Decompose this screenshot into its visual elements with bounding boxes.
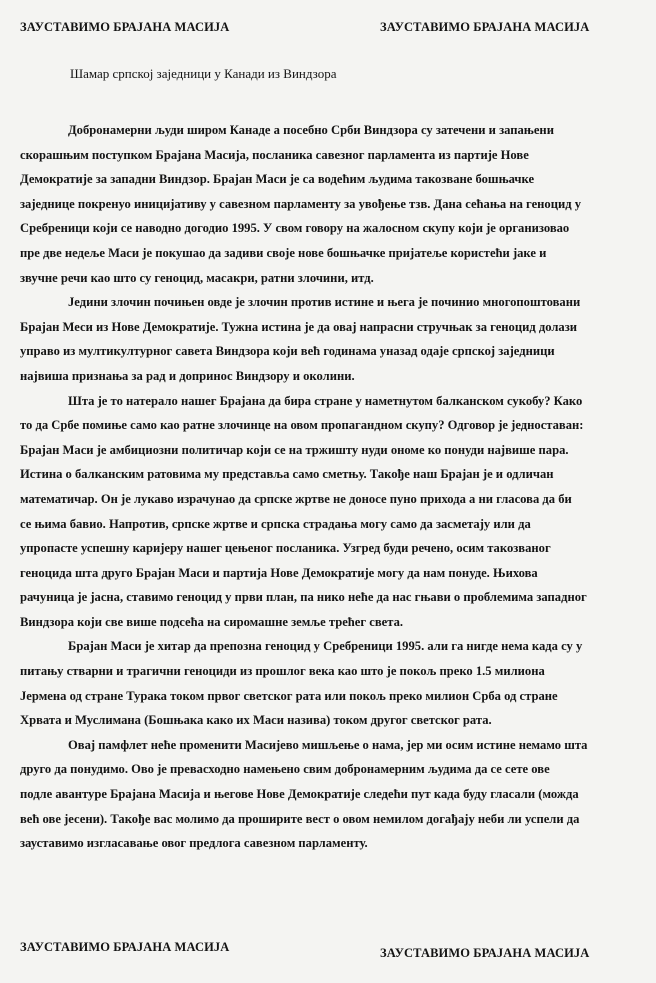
document-title: Шамар српској заједници у Канади из Виндзора — [70, 66, 337, 81]
paragraph-5-line: друго да понудимо. Ово је превасходно намењено свим добронамерним људима да се сете ове — [20, 762, 550, 777]
paragraph-1-line: скорашњим поступком Брајана Масија, посланика савезног парламента из партије Нове — [20, 147, 529, 162]
paragraph-1-line: звучне речи као што су геноцид, масакри, ратни злочини, итд. — [20, 270, 374, 285]
paragraph-5-line: већ ове јесени). Такође вас молимо да проширите вест о овом немилом догађају неби ли успели да — [20, 811, 580, 826]
document-body — [20, 118, 642, 856]
paragraph-3-line: се њима бавио. Напротив, српске жртве и српска страдања могу само да засметају или да — [20, 516, 531, 531]
paragraph-4-line: Хрвата и Муслимана (Бошњака како их Маси назива) током другог светског рата. — [20, 713, 492, 728]
paragraph-3-line: Брајан Маси је амбициозни политичар који се на тржишту нуди ономе ко понуди највише пара. — [20, 442, 569, 457]
paragraph-2-line: највиша признања за рад и допринос Виндзору и околини. — [20, 368, 355, 383]
paragraph-1-line: заједнице покренуо иницијативу у савезном парламенту за увођење тзв. Дана сећања на геноцид у — [20, 196, 582, 211]
paragraph-4-line: Јермена од стране Турака током првог светског рата или покољ преко милион Срба од стране — [20, 688, 558, 703]
paragraph-1-line: Сребреници који се наводно догодио 1995. У свом говору на жалосном скупу који је организовао — [20, 221, 570, 236]
paragraph-3-line: Виндзора који све више подсећа на сиромашне земље трећег света. — [20, 614, 404, 629]
paragraph-5-line: зауставимо изгласавање овог предлога савезном парламенту. — [20, 836, 368, 851]
paragraph-2-line: Брајан Меси из Нове Демократије. Тужна истина је да овај напрасни стручњак за геноцид долази — [20, 319, 578, 334]
paragraph-3-line: рачуница је јасна, ставимо геноцид у први план, па нико неће да нас гњави о проблемима западног — [20, 590, 587, 605]
paragraph-1-line: пре две недеље Маси је покушао да задиви своје нове бошњачке пријатеље користећи јаке и — [20, 245, 547, 260]
paragraph-3-line: упропасте успешну каријеру нашег цењеног посланика. Узгред буди речено, осим такозваног — [20, 541, 551, 556]
footer-left-slogan: ЗАУСТАВИМО БРАЈАНА МАСИЈА — [20, 940, 230, 954]
paragraph-3-line: математичар. Он је лукаво израчунао да српске жртве не доносе пуно прихода а ни гласова да би — [20, 491, 572, 506]
header-right-slogan: ЗАУСТАВИМО БРАЈАНА МАСИЈА — [380, 20, 590, 34]
paragraph-1-line: Добронамерни људи широм Канаде а посебно Срби Виндзора су затечени и запањени — [68, 123, 554, 137]
paragraph-3-line: Шта је то натерало нашег Брајана да бира стране у наметнутом балканском сукобу? Како — [68, 393, 583, 408]
paragraph-4-line: питању стварни и трагични геноциди из прошлог века као што је покољ преко 1.5 милиона — [20, 664, 545, 679]
paragraph-5-line: подле авантуре Брајана Масија и његове Нове Демократије следећи пут када буду гласали (можда — [20, 787, 579, 802]
paragraph-5-line: Овај памфлет неће променити Масијево мишљење о нама, јер ми осим истине немамо шта — [68, 737, 588, 752]
paragraph-3-line: Истина о балканским ратовима му представља само сметњу. Такође наш Брајан је и одличан — [20, 467, 554, 482]
paragraph-4-line: Брајан Маси је хитар да препозна геноцид у Сребреници 1995. али га нигде нема када су у — [68, 639, 583, 654]
paragraph-2-line: Једини злочин почињен овде је злочин против истине и њега је починио многопоштовани — [68, 295, 581, 310]
paragraph-1-line: Демократије за западни Виндзор. Брајан Маси је са водећим људима такозване бошњачке — [20, 172, 535, 187]
header-left-slogan: ЗАУСТАВИМО БРАЈАНА МАСИЈА — [20, 20, 230, 34]
footer-right-slogan: ЗАУСТАВИМО БРАЈАНА МАСИЈА — [380, 946, 590, 960]
paragraph-2-line: управо из мултикултурног савета Виндзора који већ годинама уназад одаје српској заједници — [20, 344, 555, 359]
paragraph-3-line: то да Србе помиње само као ратне злочинце на овом пропагандном скупу? Одговор је једноставан: — [20, 418, 584, 433]
paragraph-3-line: геноцида шта друго Брајан Маси и партија Нове Демократије могу да нам понуде. Њихова — [20, 565, 538, 580]
